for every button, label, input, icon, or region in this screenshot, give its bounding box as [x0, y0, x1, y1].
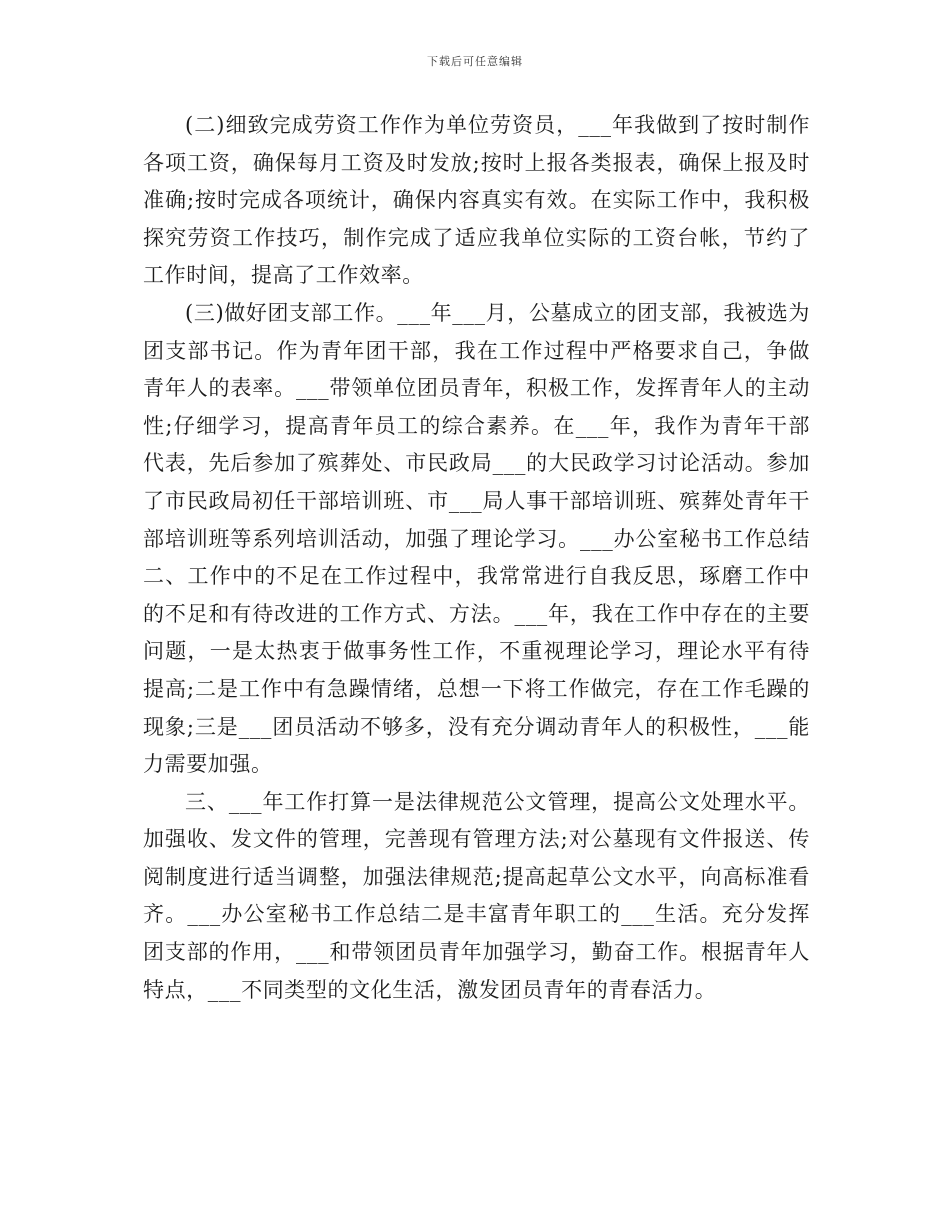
paragraph-league-branch-work: (三)做好团支部工作。___年___月，公墓成立的团支部，我被选为团支部书记。作为青年团干部，我在工作过程中严格要求自己，争做青年人的表率。___带领单位团员青年，积极工作，发挥青年人的主动性;仔细学习，提高青年员工的综合素养。在___年，我作为青年干部代表，先后参加了殡葬处、市民政局___的大民政学习讨论活动。参加了市民政局初任干部培训班、市___局人事干部培训班、殡葬处青年干部培训班等系列培训活动，加强了理论学习。___办公室秘书工作总结二、工作中的不足在工作过程中，我常常进行自我反思，琢磨工作中的不足和有待改进的工作方式、方法。___年，我在工作中存在的主要问题，一是太热衷于做事务性工作，不重视理论学习，理论水平有待提高;二是工作中有急躁情绪，总想一下将工作做完，存在工作毛躁的现象;三是___团员活动不够多，没有充分调动青年人的积极性，___能力需要加强。	[143, 300, 810, 777]
document-body	[143, 107, 810, 1009]
page-header-note: 下载后可任意编辑	[427, 55, 523, 68]
paragraph-work-plan: 三、___年工作打算一是法律规范公文管理，提高公文处理水平。加强收、发文件的管理，完善现有管理方法;对公墓现有文件报送、传阅制度进行适当调整，加强法律规范;提高起草公文水平，向高标准看齐。___办公室秘书工作总结二是丰富青年职工的___生活。充分发挥团支部的作用，___和带领团员青年加强学习，勤奋工作。根据青年人特点，___不同类型的文化生活，激发团员青年的青春活力。	[143, 789, 810, 1002]
paragraph-labor-work: (二)细致完成劳资工作作为单位劳资员，___年我做到了按时制作各项工资，确保每月工资及时发放;按时上报各类报表，确保上报及时准确;按时完成各项统计，确保内容真实有效。在实际工作中，我积极探究劳资工作技巧，制作完成了适应我单位实际的工资台帐，节约了工作时间，提高了工作效率。	[143, 113, 810, 288]
